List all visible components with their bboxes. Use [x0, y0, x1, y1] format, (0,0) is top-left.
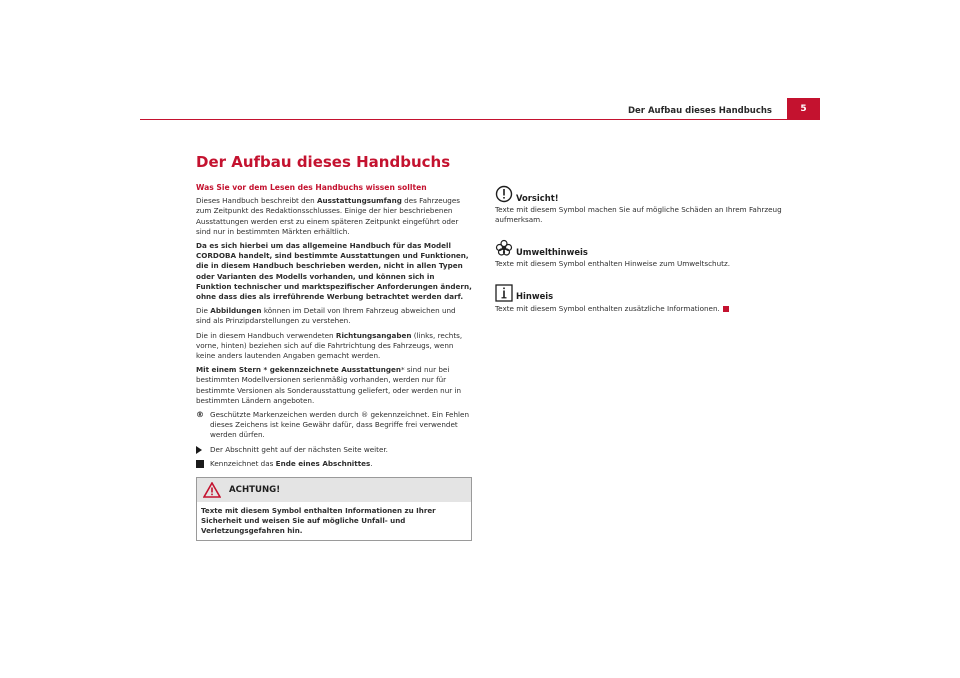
warning-text: Texte mit diesem Symbol enthalten Informationen zu Ihrer Sicherheit und weisen Sie auf mögliche Unfall- und Verletzungsgefahren hin.	[201, 506, 436, 536]
header-rule	[140, 119, 820, 120]
info-header	[495, 284, 795, 302]
caution-text: Texte mit diesem Symbol machen Sie auf mögliche Schäden an Ihrem Fahrzeug aufmerksam.	[495, 205, 782, 225]
page-title: Der Aufbau dieses Handbuchs	[196, 153, 451, 171]
list-item-text: Geschützte Markenzeichen werden durch ® gekennzeichnet. Ein Fehlen dieses Zeichens ist keine Gewähr dafür, dass Begriffe frei verwendet werden dürfen.	[210, 410, 470, 440]
text-run: Dieses Handbuch beschreibt den	[196, 196, 317, 206]
environment-text: Texte mit diesem Symbol enthalten Hinweise zum Umweltschutz.	[495, 259, 731, 269]
info-text: Texte mit diesem Symbol enthalten zusätzliche Informationen.	[495, 303, 720, 313]
continue-arrow-icon	[196, 446, 202, 454]
registered-trademark-icon: ®	[196, 410, 204, 420]
left-column	[196, 183, 472, 541]
text-run: .	[370, 458, 373, 468]
bold-term: Abbildungen	[210, 306, 262, 316]
info-title: Hinweis	[516, 291, 554, 302]
paragraph-ausstattung	[196, 196, 472, 237]
warning-box	[196, 477, 472, 541]
text-run: Die	[196, 306, 211, 316]
bullet-slot	[196, 459, 210, 469]
paragraph-abbildungen	[196, 306, 472, 326]
paragraph-cordoba-disclaimer: Da es sich hierbei um das allgemeine Handbuch für das Modell CORDOBA handelt, sind bestimmte Ausstattungen und Funktionen, die in diesem Handbuch beschrieben werden, nicht in allen Typen oder Varianten des Modells vorhanden, und können sich in Funktion technischer und marktspezifischer Anforderungen ändern, ohne dass dies als irreführende Werbung betrachtet werden darf.	[196, 241, 472, 302]
text-run: können im Detail von Ihrem Fahrzeug abweichen und sind als Prinzipdarstellungen zu verstehen.	[196, 306, 456, 326]
text-run: * sind nur bei bestimmten Modellversionen serienmäßig vorhanden, werden nur für bestimmte Versionen als Sonderausstattung geliefert, oder werden nur in bestimmten Ländern angeboten.	[196, 365, 462, 405]
bold-term: Ende eines Abschnittes	[275, 458, 371, 468]
running-header-title: Der Aufbau dieses Handbuchs	[627, 106, 772, 116]
bold-term: Richtungsangaben	[335, 330, 412, 340]
list-item-continue	[196, 445, 472, 455]
environment-note	[495, 239, 795, 269]
list-item-text: Der Abschnitt geht auf der nächsten Seite weiter.	[210, 444, 388, 454]
paragraph-stern	[196, 365, 472, 406]
list-item-text	[210, 459, 472, 469]
bold-term: Mit einem Stern * gekennzeichnete Ausstattungen	[196, 365, 401, 375]
text-run: Kennzeichnet das	[210, 458, 276, 468]
caution-title: Vorsicht!	[516, 192, 559, 203]
info-text-line	[495, 304, 795, 314]
caution-header	[495, 185, 795, 203]
info-note	[495, 284, 795, 314]
text-run: des Fahrzeuges zum Zeitpunkt des Redaktionsschlusses. Einige der hier beschriebenen Ausstattungen werden erst zu einem späteren Zeitpunkt eingeführt oder sind nur in bestimmten Märkten erhältlich.	[196, 196, 461, 236]
environment-flower-icon	[495, 239, 513, 257]
page-number-badge: 5	[787, 98, 820, 119]
text-run: (links, rechts, vorne, hinten) beziehen sich auf die Fahrtrichtung des Fahrzeugs, wenn keine anders lautenden Angaben gemacht werden.	[196, 330, 463, 361]
end-of-section-square-icon	[196, 460, 204, 468]
environment-title: Umwelthinweis	[516, 247, 588, 258]
right-column	[495, 185, 795, 328]
list-item-trademark	[196, 410, 472, 441]
environment-header	[495, 239, 795, 257]
warning-header	[197, 478, 471, 502]
section-subtitle: Was Sie vor dem Lesen des Handbuchs wissen sollten	[196, 183, 427, 192]
text-run: Die in diesem Handbuch verwendeten	[196, 330, 336, 340]
bold-term: Ausstattungsumfang	[316, 196, 402, 206]
end-of-section-square-icon	[723, 306, 729, 312]
warning-triangle-icon	[203, 482, 221, 498]
paragraph-richtungsangaben	[196, 331, 472, 362]
caution-circle-icon	[495, 185, 513, 203]
bullet-slot	[196, 445, 210, 455]
note-info-icon	[495, 284, 513, 302]
caution-note	[495, 185, 795, 225]
list-item-end-section	[196, 459, 472, 469]
warning-title: ACHTUNG!	[229, 484, 281, 495]
